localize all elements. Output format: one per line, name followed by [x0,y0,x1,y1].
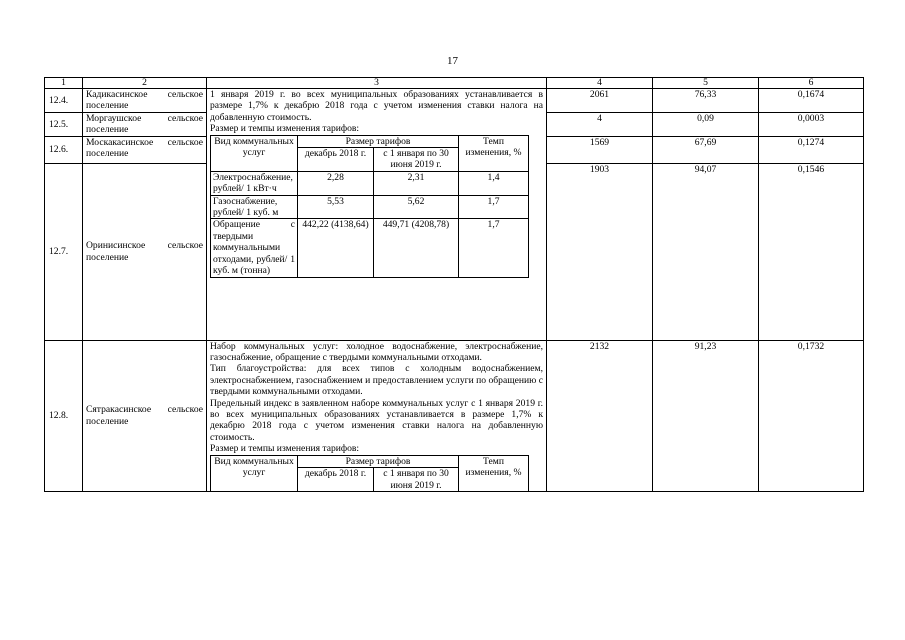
data-table [44,77,864,492]
value-cell: 2132 [547,340,653,491]
description-cell [207,340,547,491]
value-cell: 0,0003 [759,112,864,136]
tariff-header-rate: Темп изменения, % [459,135,529,171]
description-text: 1 января 2019 г. во всех муниципальных образованиях устанавливается в размере 1,7% к декабрю 2018 года с учетом изменения ставки налога на добавленную стоимость. [210,89,543,123]
value-cell: 94,07 [653,163,759,340]
value-cell: 1569 [547,136,653,163]
row-number: 12.5. [45,112,83,136]
tariff-header-jan: с 1 января по 30 июня 2019 г. [374,468,459,491]
value-cell: 0,09 [653,112,759,136]
column-header: 5 [653,78,759,89]
table-row [45,340,864,491]
column-header-row [45,78,864,89]
tariff-row: Газоснабжение, рублей/ 1 куб. м 5,53 5,62 1,7 [211,195,529,219]
value-cell: 91,23 [653,340,759,491]
settlement-name: Моргаушское сельское поселение [83,112,207,136]
value-cell: 0,1546 [759,163,864,340]
tariff-header-kind: Вид коммунальных услуг [211,455,298,491]
column-header: 6 [759,78,864,89]
description-cell [207,89,547,341]
column-header: 2 [83,78,207,89]
settlement-name: Сятракасинское сельское поселение [83,340,207,491]
value-cell: 1903 [547,163,653,340]
tariff-header-size: Размер тарифов [298,135,459,147]
tariff-table [210,455,529,491]
column-header: 3 [207,78,547,89]
tariff-header-rate: Темп изменения, % [459,455,529,491]
tariff-row: Электроснабжение, рублей/ 1 кВт·ч 2,28 2,31 1,4 [211,171,529,195]
tariff-table [210,135,529,278]
column-header: 1 [45,78,83,89]
page-number: 17 [447,55,458,67]
description-text: Тип благоустройства: для всех типов с холодным водоснабжением, электроснабжением, газоснабжением и предоставлением услуги по обращению с твердыми коммунальными отходами. [210,363,543,398]
value-cell: 0,1274 [759,136,864,163]
description-text: Предельный индекс в заявленном наборе коммунальных услуг с 1 января 2019 г. во всех муниципальных образованиях устанавливается в размере 1,7% к декабрю 2018 года с учетом изменения ставки налога на добавленную стоимость. [210,397,543,443]
value-cell: 4 [547,112,653,136]
tariff-row: Обращение с твердыми коммунальными отходами, рублей/ 1 куб. м (тонна) 442,22 (4138,64) 449,71 (4208,78) 1,7 [211,219,529,277]
tariff-header-size: Размер тарифов [298,455,459,467]
description-text: Набор коммунальных услуг: холодное водоснабжение, электроснабжение, газоснабжение, обращение с твердыми коммунальными отходами. [210,340,543,364]
tariff-header-jan: с 1 января по 30 июня 2019 г. [374,148,459,172]
row-number: 12.4. [45,89,83,113]
value-cell: 0,1732 [759,340,864,491]
value-cell: 67,69 [653,136,759,163]
tariff-header-dec: декабрь 2018 г. [298,468,374,491]
settlement-name: Москакасинское сельское поселение [83,136,207,163]
tariff-header-kind: Вид коммунальных услуг [211,135,298,171]
tariff-header-dec: декабрь 2018 г. [298,148,374,172]
description-text: Размер и темпы изменения тарифов: [210,123,360,135]
row-number: 12.7. [45,163,83,340]
column-header: 4 [547,78,653,89]
settlement-name: Оринисинское сельское поселение [83,163,207,340]
value-cell: 76,33 [653,89,759,113]
value-cell: 2061 [547,89,653,113]
description-text: Размер и темпы изменения тарифов: [210,443,360,455]
row-number: 12.6. [45,136,83,163]
row-number: 12.8. [45,340,83,491]
settlement-name: Кадикасинское сельское поселение [83,89,207,113]
table-row [45,89,864,113]
value-cell: 0,1674 [759,89,864,113]
